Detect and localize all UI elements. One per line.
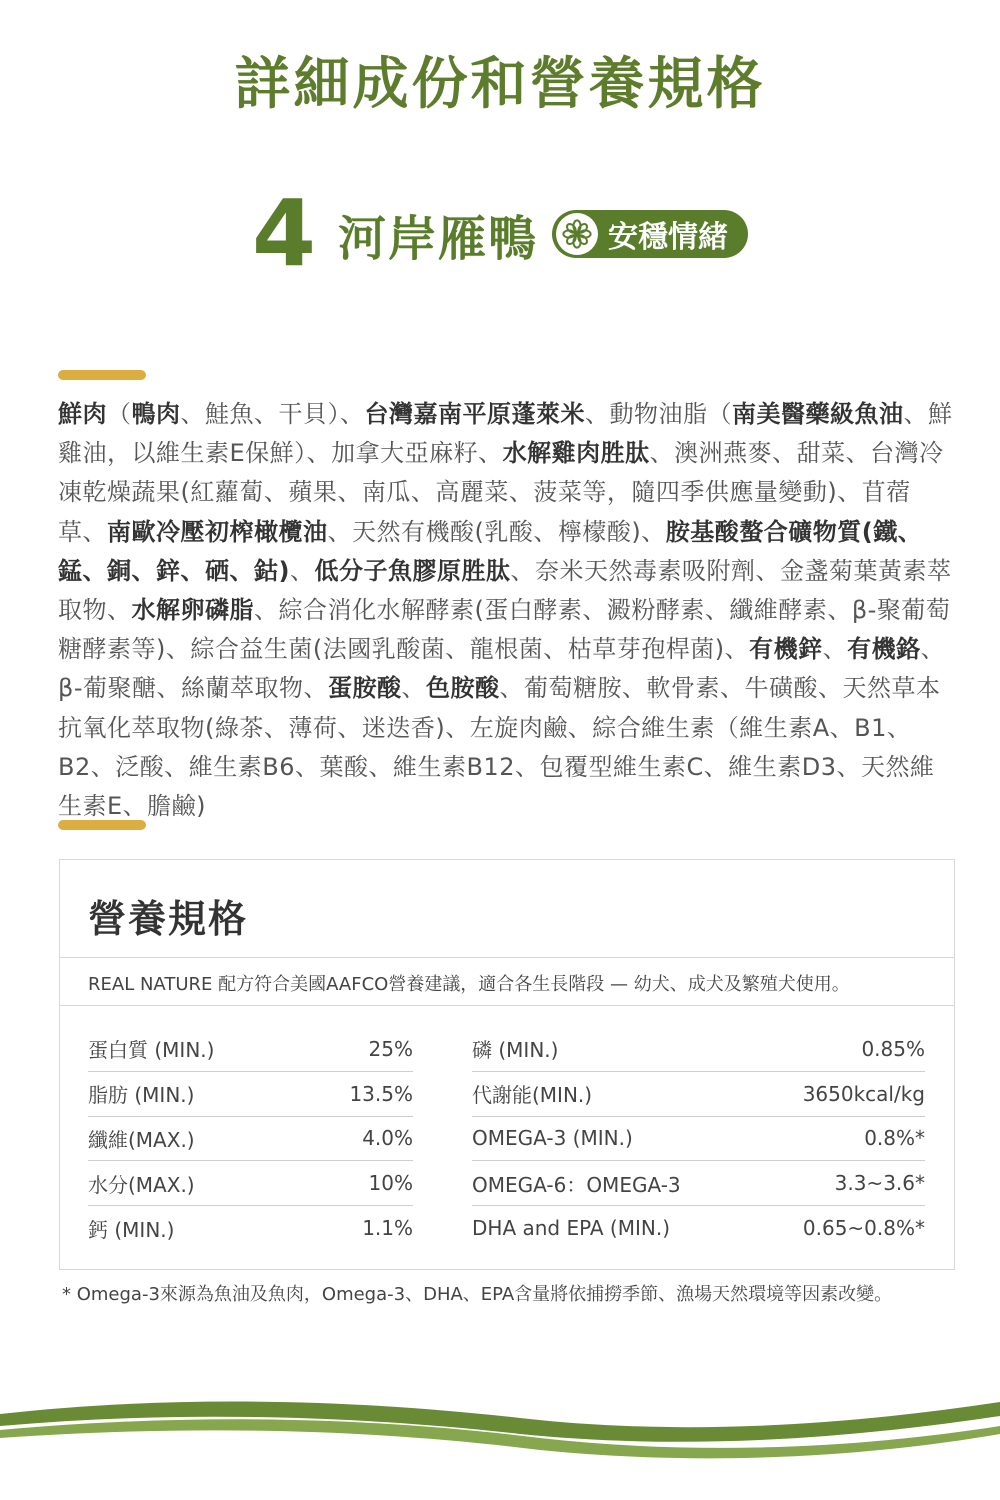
ingredient-text: 、鮭魚、干貝）、 xyxy=(180,400,365,428)
ingredient-highlight: 低分子魚膠原胜肽 xyxy=(314,556,511,585)
ingredient-highlight: 鴨肉 xyxy=(131,400,181,428)
nutrient-value: 0.65~0.8%* xyxy=(802,1216,925,1241)
ingredient-highlight: 有機鉻 xyxy=(847,635,921,664)
ingredient-text: 、β-葡聚醣、絲蘭萃取物、 xyxy=(58,635,946,703)
nutrition-row xyxy=(472,1206,925,1250)
ingredient-highlight: 有機鋅 xyxy=(749,635,823,664)
ingredient-text: 、葡萄糖胺、軟骨素、牛磺酸、天然草本抗氧化萃取物(綠茶、薄荷、迷迭香)、左旋肉鹼、綜合維生素（維生素A、B1、B2、泛酸、維生素B6、葉酸、維生素B12、包覆型維生素C、維生素D3、天然維生素E、膽鹼) xyxy=(58,674,941,821)
accent-bar-top xyxy=(58,370,146,380)
ingredient-text: 、 xyxy=(289,556,315,585)
ingredient-highlight: 水解雞肉胜肽 xyxy=(502,439,650,468)
product-number: 4 xyxy=(251,180,316,287)
nutrition-row xyxy=(472,1117,925,1162)
nutrition-title: 營養規格 xyxy=(88,897,249,941)
ingredient-text: 、天然有機酸(乳酸、檸檬酸)、 xyxy=(327,517,666,546)
nutrition-row xyxy=(88,1117,413,1162)
badge-label: 安穩情緒 xyxy=(608,220,729,255)
ingredient-text: 、 xyxy=(822,635,848,664)
nutrient-value: 0.8%* xyxy=(864,1126,925,1151)
nutrition-row xyxy=(472,1027,925,1072)
nutrition-row xyxy=(472,1161,925,1206)
nutrient-label: OMEGA-6：OMEGA-3 xyxy=(472,1172,681,1197)
ingredient-text: 、綜合消化水解酵素(蛋白酵素、澱粉酵素、纖維酵素、β-聚葡萄糖酵素等)、綜合益生菌(法國乳酸菌、龍根菌、枯草芽孢桿菌)、 xyxy=(58,596,951,664)
nutrient-value: 1.1% xyxy=(362,1216,413,1241)
nutrient-label: OMEGA-3 (MIN.) xyxy=(472,1126,633,1151)
nutrient-label: 纖維(MAX.) xyxy=(88,1127,195,1152)
nutrient-value: 3650kcal/kg xyxy=(802,1081,925,1106)
nutrient-label: 代謝能(MIN.) xyxy=(472,1083,593,1108)
nutrient-label: 水分(MAX.) xyxy=(88,1172,195,1197)
nutrient-value: 10% xyxy=(368,1171,413,1196)
nutrient-label: 脂肪 (MIN.) xyxy=(88,1083,195,1108)
ingredient-highlight: 蛋胺酸 xyxy=(327,674,402,703)
ingredient-highlight: 台灣嘉南平原蓬萊米 xyxy=(364,400,585,428)
product-header xyxy=(0,180,1000,287)
nutrient-value: 4.0% xyxy=(362,1126,413,1151)
nutrition-row xyxy=(88,1072,413,1117)
accent-bar-bottom xyxy=(58,820,146,830)
ingredient-highlight: 南美醫藥級魚油 xyxy=(732,400,904,428)
nutrient-value: 13.5% xyxy=(349,1081,413,1106)
ingredient-text: 、澳洲燕麥、甜菜、台灣冷凍乾燥蔬果(紅蘿蔔、蘋果、南瓜、高麗菜、菠菜等，隨四季供應量變動)、苜蓿草、 xyxy=(58,439,944,546)
nutrition-table-right xyxy=(472,1027,925,1250)
nutrition-table-left xyxy=(88,1027,413,1250)
ingredient-highlight: 胺基酸螯合礦物質(鐵、錳、銅、鋅、硒、鈷) xyxy=(58,517,923,585)
ingredient-highlight: 南歐冷壓初榨橄欖油 xyxy=(107,517,328,546)
badge xyxy=(552,210,748,258)
ingredient-text: 、動物油脂（ xyxy=(585,400,732,428)
nutrition-row xyxy=(472,1072,925,1117)
nutrient-label: DHA and EPA (MIN.) xyxy=(472,1216,670,1241)
nutrient-label: 磷 (MIN.) xyxy=(472,1038,559,1063)
ingredient-text: （ xyxy=(107,400,132,428)
nutrient-label: 鈣 (MIN.) xyxy=(88,1217,175,1242)
nutrition-row xyxy=(88,1206,413,1250)
nutrient-value: 3.3~3.6* xyxy=(834,1171,925,1196)
wave-decoration xyxy=(0,1380,1000,1500)
flower-icon xyxy=(556,213,598,255)
ingredient-highlight: 色胺酸 xyxy=(425,674,500,703)
ingredient-text: 、奈米天然毒素吸附劑、金盞菊葉黃素萃取物、 xyxy=(58,556,952,625)
product-name: 河岸雁鴨 xyxy=(338,210,539,267)
ingredients-text xyxy=(58,395,958,826)
nutrient-value: 0.85% xyxy=(861,1036,925,1061)
divider xyxy=(60,957,954,958)
ingredient-text: 、鮮雞油，以維生素E保鮮）、加拿大亞麻籽、 xyxy=(58,400,953,468)
nutrition-box xyxy=(59,859,955,1270)
footnote: * Omega-3來源為魚油及魚肉，Omega-3、DHA、EPA含量將依捕撈季節、漁場天然環境等因素改變。 xyxy=(62,1284,893,1305)
nutrition-row xyxy=(88,1161,413,1206)
ingredient-text: 、 xyxy=(401,674,426,703)
nutrient-label: 蛋白質 (MIN.) xyxy=(88,1038,215,1063)
ingredient-highlight: 鮮肉 xyxy=(58,400,107,428)
nutrition-note: REAL NATURE 配方符合美國AAFCO營養建議，適合各生長階段 — 幼犬、成犬及繁殖犬使用。 xyxy=(88,974,850,995)
nutrition-row xyxy=(88,1027,413,1072)
ingredient-highlight: 水解卵磷脂 xyxy=(131,596,254,625)
page-title: 詳細成份和營養規格 xyxy=(234,52,766,117)
divider xyxy=(60,1005,954,1006)
nutrient-value: 25% xyxy=(368,1036,413,1061)
